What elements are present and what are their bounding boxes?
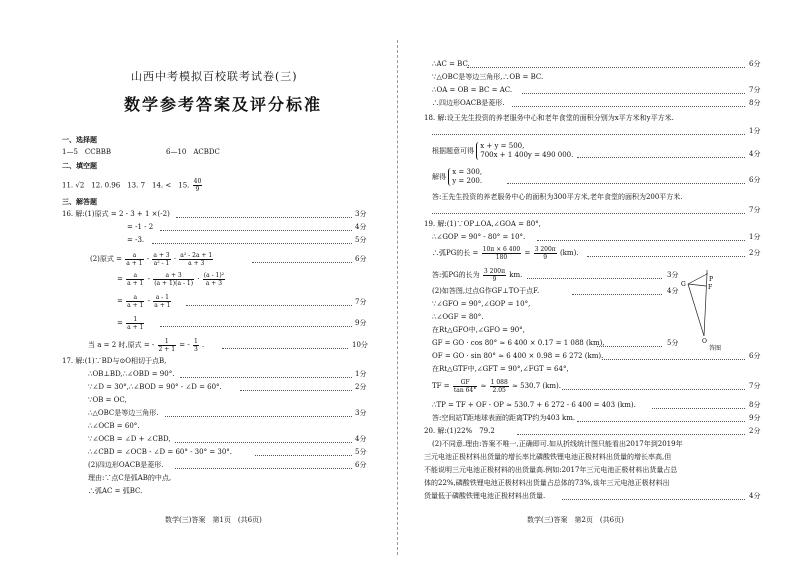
fraction-numerator: 1 088: [490, 378, 508, 386]
fraction-denominator: a + 1: [127, 279, 144, 287]
q16-line-7: [117, 315, 145, 331]
score: 9分: [355, 319, 367, 327]
r-line-3: ∴OA = OB = BC = AC.: [432, 86, 513, 94]
fraction-denominator: (a + 1)(a - 1): [154, 279, 194, 287]
q17-line-3: ∵∠D = 30°,∴∠BOD = 90° - ∠D = 60°.: [88, 383, 222, 391]
leader-dots: [176, 217, 352, 218]
leader-dots: [255, 455, 352, 456]
q19-line-10: OF = GO · sin 80° ≈ 6 400 × 0.98 = 6 272 (km).: [432, 352, 604, 360]
score: 3分: [667, 271, 679, 279]
fraction-numerator: 3 200π: [534, 245, 556, 253]
score: 8分: [749, 99, 761, 107]
score: 6分: [749, 60, 761, 68]
leader-dots: [160, 230, 352, 231]
expr-text: .: [202, 341, 205, 349]
leader-dots: [252, 262, 352, 263]
expr-text: 解得: [432, 173, 446, 181]
fraction-numerator: a² - 2a + 1: [180, 251, 213, 259]
choice-answers-1-5: 1—5 CCBBB: [62, 148, 112, 156]
fill-answers-text: 11. √2 12. 0.96 13. 7 14. < 15.: [62, 181, 190, 190]
operator: =: [117, 297, 123, 305]
q19-line-11: 在Rt△GTF中,∠GFT = 90°,∠FGT = 64°,: [432, 365, 569, 373]
fraction-numerator: a: [125, 252, 143, 260]
q17-line-4: ∵OB = OC,: [88, 396, 127, 404]
page-footer: 数学(三)答案 第2页 (共6页): [527, 516, 624, 524]
fraction: [490, 379, 509, 394]
label-T: T: [705, 270, 710, 276]
operator: ≈: [480, 382, 487, 390]
operator: -: [146, 255, 150, 263]
leader-dots: [562, 499, 745, 500]
fraction: [126, 294, 144, 309]
q20-line-3: 三元电池正极材料出货量的增长率比磷酸铁锂电池正极材料出货量的增长率高,但: [424, 453, 672, 461]
fraction: [193, 338, 199, 353]
q17-line-11: ∴弧AC = 弧BC.: [88, 487, 143, 495]
q19-line-5: (2)如答图,过点G作GF⊥TO于点F.: [432, 287, 540, 295]
score: 7分: [749, 86, 761, 94]
fraction-numerator: (a - 1)²: [203, 271, 225, 279]
exam-title: 山西中考模拟百校联考试卷(三): [131, 70, 298, 83]
leader-dots: [507, 183, 745, 184]
q16-line-6: [117, 293, 172, 309]
equation: 700x + 1 400y = 490 000.: [480, 151, 574, 159]
leader-dots: [152, 243, 352, 244]
fraction: [483, 268, 506, 283]
q17-line-6: ∴∠OCB = 60°.: [88, 422, 140, 430]
fraction-denominator: 9: [543, 253, 548, 261]
score: 1分: [749, 127, 761, 135]
leader-dots: [222, 348, 348, 349]
leader-dots: [432, 134, 745, 135]
line-GO: [688, 284, 704, 336]
fraction-denominator: a + 1: [126, 259, 143, 267]
q19-line-1: 19. 解:(1)∵OP⊥OA,∠GOA = 80°,: [424, 220, 541, 228]
doc-title: 数学参考答案及评分标准: [124, 95, 323, 114]
fraction-denominator: 3: [193, 345, 198, 353]
q19-line-4: [432, 267, 522, 283]
q19-line-14: 答:空间站T距地球表面的距离TP约为403 km.: [432, 414, 576, 422]
leader-dots: [517, 434, 745, 435]
fraction-numerator: a: [126, 294, 144, 302]
fraction-numerator: 1: [126, 316, 144, 324]
q20-line-2: (2)不同意.理由:答案不唯一,正确即可.如从折线统计图只能看出2017年到2019年: [432, 440, 683, 448]
q18-answer: 答:王先生投资的养老服务中心的面积为300平方米,老年食堂的面积为200平方米.: [432, 193, 683, 201]
fraction-numerator: 10π × 6 400: [482, 245, 521, 253]
fraction: [153, 294, 171, 309]
expr-text: = -: [179, 341, 190, 349]
expr-text: ∴弧PG的长 =: [432, 249, 479, 257]
fraction: [482, 246, 522, 261]
score: 3分: [355, 210, 367, 218]
q17-line-7: ∵∠OCB = ∠D + ∠CBD,: [88, 435, 171, 443]
leader-dots: [652, 408, 745, 409]
score: 2分: [749, 427, 761, 435]
equation-system: [476, 142, 573, 160]
fraction-numerator: 3 200π: [483, 267, 506, 275]
fraction-denominator: a + 3: [188, 259, 205, 267]
q19-line-7: ∴∠OGF = 80°.: [432, 313, 484, 321]
q17-line-9: (2)四边形OACB是菱形.: [88, 461, 164, 469]
fraction-denominator: 2.05: [492, 386, 506, 394]
fraction-denominator: a + 1: [127, 323, 144, 331]
fraction: [153, 272, 194, 287]
equation-system: [448, 168, 482, 186]
q17-line-8: ∴∠CBD = ∠OCB - ∠D = 60° - 30° = 30°.: [88, 448, 233, 456]
q19-line-12: [432, 378, 561, 394]
leader-dots: [175, 468, 352, 469]
fraction-numerator: a - 1: [153, 294, 171, 302]
label-O: O: [702, 338, 707, 345]
q16-line-1: 16. 解:(1)原式 = 2 - 3 + 1 ×(-2): [62, 210, 170, 218]
score: 10分: [352, 341, 368, 349]
score: 7分: [749, 382, 761, 390]
leader-dots: [587, 256, 745, 257]
q17-line-5: ∴△OBC是等边三角形.: [88, 409, 159, 417]
leader-dots: [186, 305, 352, 306]
fraction-denominator: a + 1: [154, 301, 171, 309]
q19-line-6: ∵∠GFO = 90°,∠GOP = 10°,: [432, 300, 531, 308]
operator: =: [524, 249, 531, 257]
q18-system-2: [432, 167, 482, 187]
r-line-4: ∴四边形OACB是菱形.: [432, 99, 505, 107]
q16-line-8: [88, 337, 204, 353]
fraction: [152, 252, 170, 267]
q20-line-5: 体的22%,磷酸铁锂电池正极材料出货量占总体的73%,该年三元电池正极材料出: [424, 479, 670, 487]
q18-system-1: [432, 141, 573, 161]
line-TO: [704, 274, 707, 336]
r-line-2: ∵△OBC是等边三角形,∴OB = BC.: [432, 73, 544, 81]
leader-dots: [527, 278, 662, 279]
score: 4分: [667, 287, 679, 295]
operator: ·: [173, 255, 177, 263]
fraction-numerator: a + 3: [153, 272, 194, 280]
score: 7分: [749, 206, 761, 214]
operator: ·: [197, 275, 200, 283]
expr-text: 根据题意可得: [432, 147, 474, 155]
score: 6分: [749, 352, 761, 360]
operator: -: [147, 275, 150, 283]
fraction-numerator: a + 3: [153, 251, 170, 259]
leader-dots: [602, 359, 745, 360]
label-G: G: [681, 281, 686, 288]
score: 3分: [355, 409, 367, 417]
score: 4分: [749, 492, 761, 500]
fraction-denominator: a + 3: [205, 279, 223, 287]
fraction: [126, 316, 144, 331]
q17-line-2: ∴OB⊥BD,∴∠OBD = 90°.: [88, 370, 175, 378]
fraction: [193, 178, 203, 193]
section-heading-solve: 三、解答题: [62, 198, 97, 206]
q19-figure: [679, 270, 731, 352]
expr-text: (km).: [559, 249, 579, 257]
score: 8分: [749, 401, 761, 409]
leader-dots: [597, 346, 662, 347]
leader-dots: [180, 377, 352, 378]
expr-text: 答:弧PG的长为: [432, 271, 480, 279]
section-heading-choice: 一、选择题: [62, 136, 97, 144]
fraction-numerator: 40: [193, 178, 202, 185]
fraction-numerator: 1: [193, 337, 198, 345]
score: 5分: [355, 448, 367, 456]
fraction-numerator: a: [126, 272, 144, 280]
leader-dots: [577, 421, 745, 422]
q19-line-3: [432, 245, 579, 261]
q19-line-9: GF = GO · cos 80° ≈ 6 400 × 0.17 = 1 088 (km),: [432, 339, 605, 347]
leader-dots: [577, 157, 745, 158]
leader-dots: [562, 389, 745, 390]
q17-line-1: 17. 解:(1)∵BD与⊙O相切于点B,: [62, 357, 167, 365]
q20-line-4: 不能说明三元电池正极材料的出货量高.例如:2017年三元电池正极材料出货量占总: [424, 466, 678, 474]
score: 2分: [749, 249, 761, 257]
fraction: [125, 252, 143, 267]
fraction-denominator: a + 1: [127, 301, 144, 309]
score: 4分: [749, 150, 761, 158]
section-heading-fill: 二、填空题: [62, 162, 97, 170]
fraction-denominator: tan 64°: [453, 386, 477, 394]
fraction: [158, 338, 176, 353]
leader-dots: [240, 390, 352, 391]
leader-dots: [467, 67, 745, 68]
choice-answers-6-10: 6—10 ACBDC: [166, 148, 220, 156]
score: 6分: [355, 461, 367, 469]
label-P: P: [709, 276, 714, 283]
score: 1分: [749, 233, 761, 241]
expr-text: 当 a = 2 时,原式 = -: [88, 341, 155, 349]
q17-line-10: 理由:∵点C是弧AB的中点,: [88, 474, 172, 482]
leader-dots: [572, 294, 662, 295]
score: 6分: [749, 176, 761, 184]
q16-line-2: = -1 - 2: [127, 223, 154, 231]
leader-dots: [160, 326, 352, 327]
score: 9分: [749, 414, 761, 422]
expr-text: (2)原式 =: [90, 255, 123, 263]
operator: =: [117, 319, 123, 327]
figure-caption: 答图: [709, 345, 722, 352]
q19-line-2: ∴∠GOP = 90° - 80° = 10°.: [432, 233, 526, 241]
q20-line-1: 20. 解:(1)22% 79.2: [424, 427, 495, 435]
expr-text: ≈ 530.7 (km).: [512, 382, 561, 390]
leader-dots: [512, 106, 745, 107]
leader-dots: [165, 416, 352, 417]
score: 2分: [355, 383, 367, 391]
fraction-denominator: a² - 1: [153, 259, 170, 267]
operator: -: [147, 297, 150, 305]
score: 4分: [355, 223, 367, 231]
q20-line-6: 货量低于磷酸铁锂电池正极材料出货量.: [424, 492, 546, 500]
score: 6分: [355, 255, 367, 263]
leader-dots: [175, 442, 352, 443]
equation: x = 300,: [452, 168, 483, 176]
q16-line-5: [117, 271, 226, 287]
fill-answers: [62, 178, 203, 193]
expr-text: km.: [509, 271, 523, 279]
fraction: [534, 246, 557, 261]
score: 1分: [355, 370, 367, 378]
q16-line-3: = -3.: [127, 236, 145, 244]
score: 5分: [667, 339, 679, 347]
q19-line-8: 在Rt△GFO中,∠GFO = 90°,: [432, 326, 525, 334]
score: 7分: [355, 298, 367, 306]
fraction-denominator: 2 + 1: [158, 345, 176, 353]
label-F: F: [708, 284, 713, 291]
fraction-numerator: 1: [158, 338, 176, 346]
fraction: [203, 272, 225, 287]
r-line-1: ∴AC = BC.: [432, 60, 470, 68]
answer-page-2: [397, 0, 794, 562]
fraction: [126, 272, 144, 287]
score: 4分: [355, 435, 367, 443]
leader-dots: [537, 240, 745, 241]
fraction-denominator: 180: [495, 253, 508, 261]
equation: y = 200.: [452, 177, 483, 185]
expr-text: TF =: [432, 382, 450, 390]
q18-line-1: 18. 解:设王先生投资的养老服务中心和老年食堂的面积分别为x平方米和y平方米.: [424, 114, 674, 122]
leader-dots: [522, 93, 745, 94]
operator: =: [117, 275, 123, 283]
score: 5分: [355, 236, 367, 244]
page-footer: 数学(三)答案 第1页 (共6页): [165, 516, 262, 524]
line-GF: [688, 284, 706, 286]
q19-line-13: ∴TP = TF + OF - OP ≈ 530.7 + 6 272 - 6 400 = 403 (km).: [432, 401, 636, 409]
fraction: [453, 379, 477, 394]
fraction: [179, 252, 213, 267]
fraction-denominator: 9: [195, 186, 200, 193]
q16-line-4: [90, 251, 214, 267]
equation: x + y = 500,: [480, 142, 525, 150]
fraction-numerator: GF: [453, 379, 477, 387]
fraction-denominator: 9: [492, 275, 497, 283]
leader-dots: [432, 213, 745, 214]
